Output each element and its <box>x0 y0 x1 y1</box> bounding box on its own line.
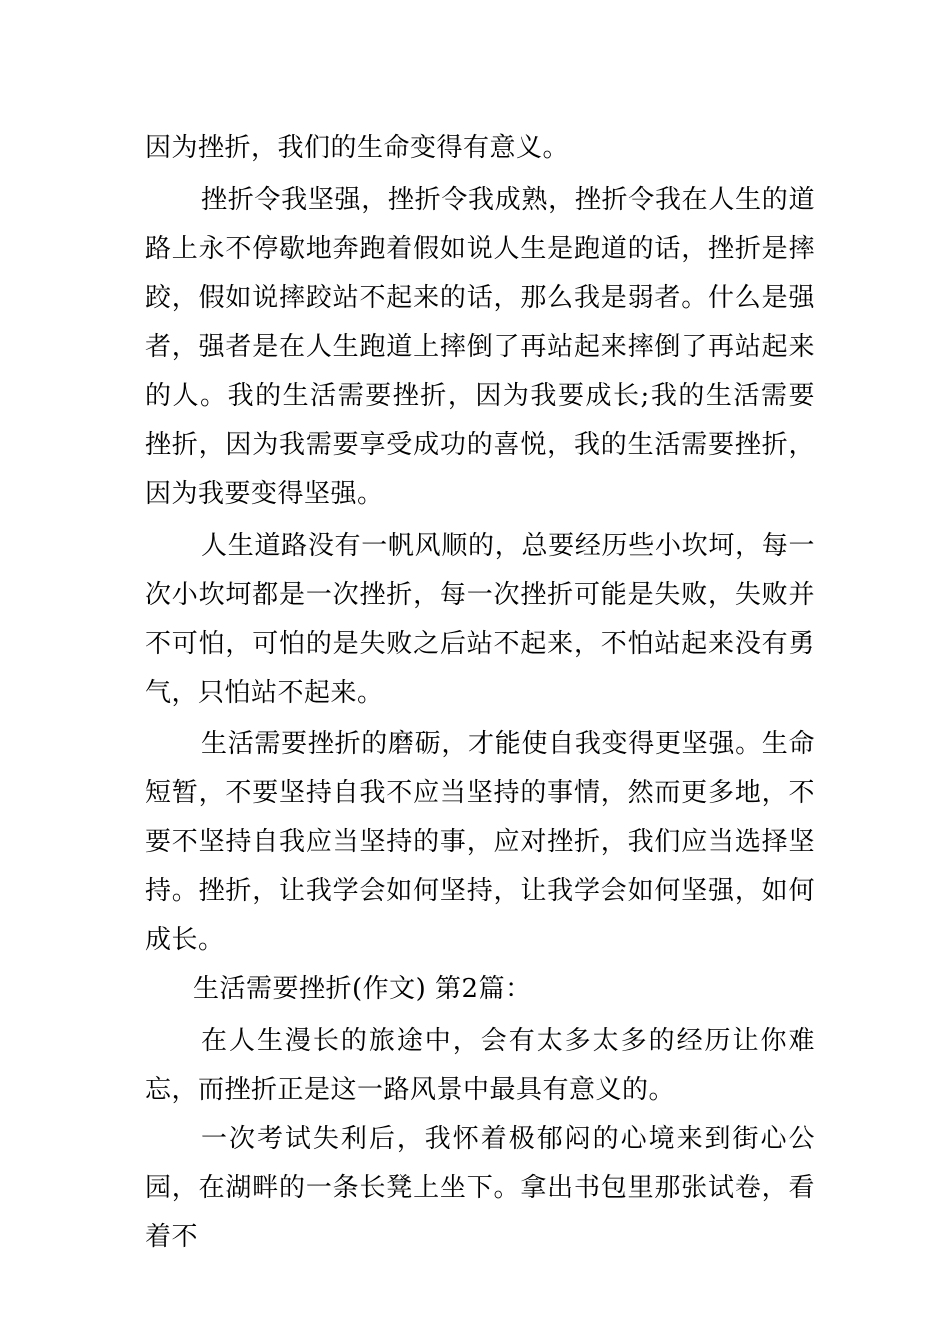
section-heading: 生活需要挫折(作文) 第2篇： <box>193 974 532 1004</box>
paragraph-5: 在人生漫长的旅途中，会有太多太多的经历让你难忘，而挫折正是这一路风景中最具有意义的。 <box>145 1026 815 1105</box>
paragraph-2: 挫折令我坚强，挫折令我成熟，挫折令我在人生的道路上永不停歇地奔跑着假如说人生是跑道的话，挫折是摔跤，假如说摔跤站不起来的话，那么我是弱者。什么是强者，强者是在人生跑道上摔倒了再站起来摔倒了再站起来的人。我的生活需要挫折，因为我要成长;我的生活需要挫折，因为我需要享受成功的喜悦，我的生活需要挫折，因为我要变得坚强。 <box>145 185 815 509</box>
paragraph-3: 人生道路没有一帆风顺的，总要经历些小坎坷，每一次小坎坷都是一次挫折，每一次挫折可能是失败，失败并不可怕，可怕的是失败之后站不起来，不怕站起来没有勇气，只怕站不起来。 <box>145 531 815 708</box>
paragraph-6: 一次考试失利后，我怀着极郁闷的心境来到街心公园，在湖畔的一条长凳上坐下。拿出书包里那张试卷，看着不 <box>145 1124 815 1252</box>
paragraph-4: 生活需要挫折的磨砺，才能使自我变得更坚强。生命短暂，不要坚持自我不应当坚持的事情，然而更多地，不要不坚持自我应当坚持的事，应对挫折，我们应当选择坚持。挫折，让我学会如何坚持，让我学会如何坚强，如何成长。 <box>145 729 815 955</box>
paragraph-1: 因为挫折，我们的生命变得有意义。 <box>145 133 570 163</box>
